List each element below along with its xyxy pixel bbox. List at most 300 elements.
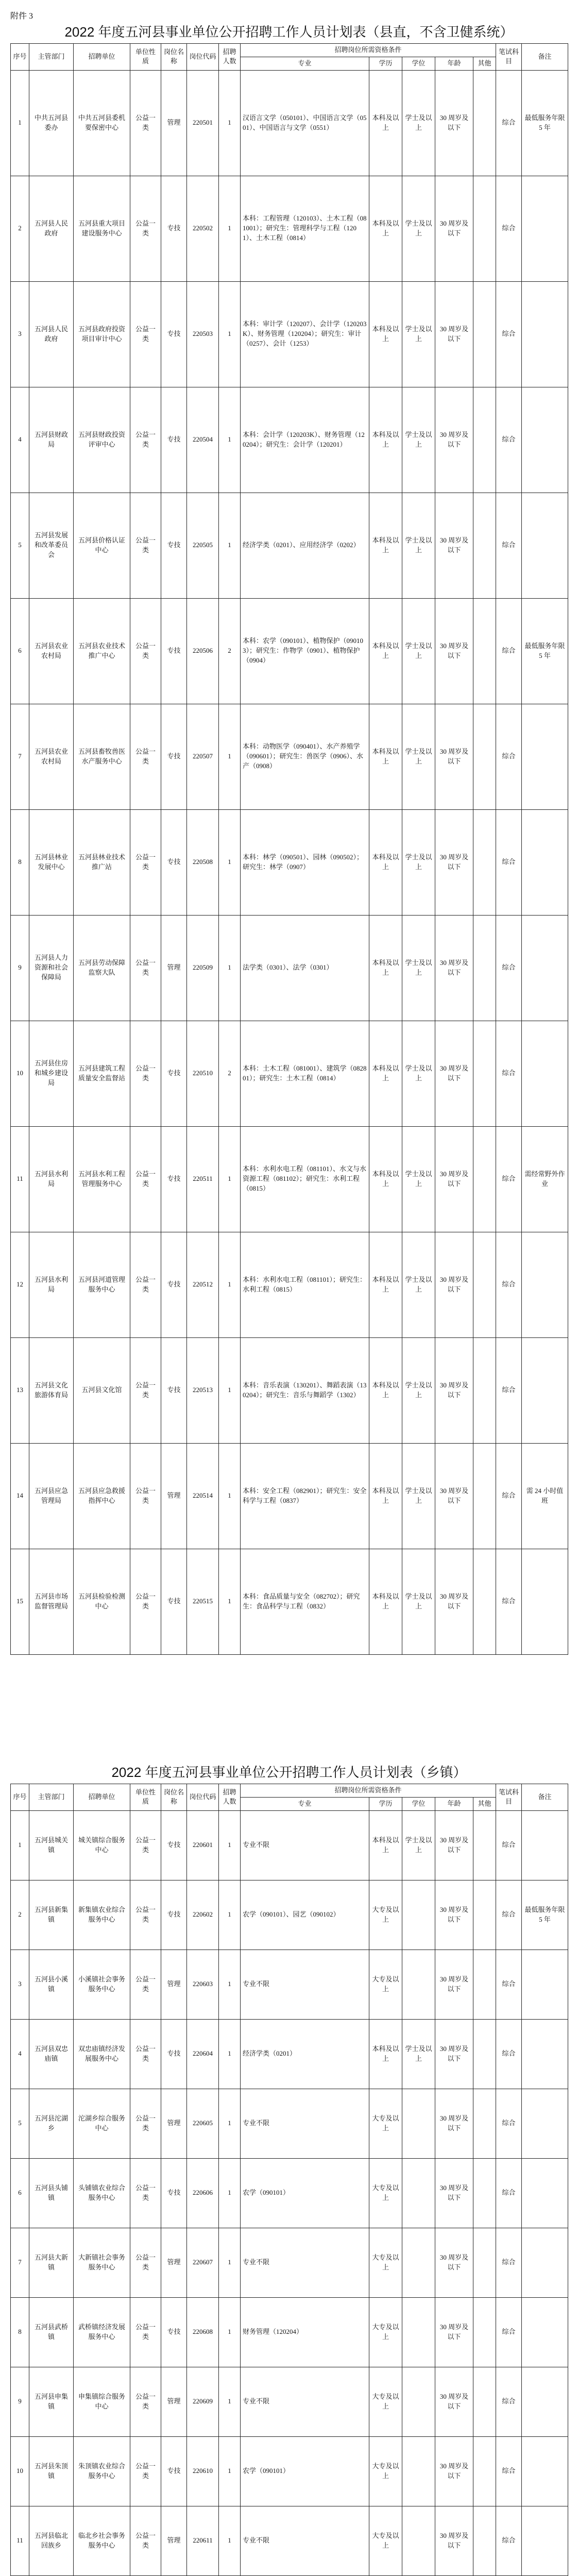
table-cell: 五河县城关镇 [29,1810,74,1880]
table-cell: 五河县林业技术推广站 [74,809,130,915]
table-row [11,1549,568,1654]
table-cell: 五河县重大项目建设服务中心 [74,176,130,281]
table-cell: 1 [219,1880,241,1950]
table-cell: 专技 [161,2019,187,2089]
header-cond: 招聘岗位所需资格条件 [241,1784,496,1798]
table-cell: 1 [219,1950,241,2019]
table-cell: 大专及以上 [369,1880,402,1950]
table-cell: 城关镇综合服务中心 [74,1810,130,1880]
table-cell [522,2297,568,2367]
table-cell: 综合 [496,493,522,598]
table-cell: 1 [219,2367,241,2436]
table-cell: 专技 [161,281,187,387]
table-cell: 小溪镇社会事务服务中心 [74,1950,130,2019]
table-cell: 1 [219,1126,241,1232]
table-cell: 综合 [496,1950,522,2019]
table-cell: 综合 [496,2297,522,2367]
table-cell: 五河县住房和城乡建设局 [29,1021,74,1126]
table-cell: 30 周岁及以下 [435,176,473,281]
table-cell: 五河县河道管理服务中心 [74,1232,130,1337]
table-cell [402,2158,435,2228]
table-cell: 本科：林学（090501）、园林（090502）；研究生：林学（0907） [241,809,369,915]
table-cell: 综合 [496,1021,522,1126]
table-cell: 本科：会计学（120203K）、财务管理（120204）；研究生：会计学（120201） [241,387,369,493]
table-cell [473,70,496,176]
table-cell: 沱湖乡综合服务中心 [74,2089,130,2158]
table-cell: 五河县大新镇 [29,2228,74,2297]
table-cell: 专技 [161,704,187,809]
table-row [11,1232,568,1337]
table-cell [402,2297,435,2367]
table-cell: 综合 [496,1443,522,1549]
table-cell: 学士及以上 [402,1810,435,1880]
table-cell [522,1021,568,1126]
table-cell: 最低服务年限 5 年 [522,70,568,176]
table-cell: 综合 [496,176,522,281]
table-cell: 本科及以上 [369,2019,402,2089]
table-row [11,2506,568,2575]
table-cell: 综合 [496,809,522,915]
table-cell: 1 [219,1810,241,1880]
table-cell: 220611 [187,2506,219,2575]
table-cell: 1 [219,2436,241,2506]
table-cell: 五河县农业农村局 [29,598,74,704]
header-cond: 招聘岗位所需资格条件 [241,44,496,57]
table-cell: 30 周岁及以下 [435,281,473,387]
table-cell: 专技 [161,2158,187,2228]
header-num: 招聘人数 [219,1784,241,1811]
table-row [11,1880,568,1950]
header-age: 年龄 [435,1797,473,1810]
header-edu: 学历 [369,1797,402,1810]
table-cell: 本科及以上 [369,915,402,1021]
table-cell: 综合 [496,1549,522,1654]
table-cell: 7 [11,704,29,809]
header-post: 岗位名称 [161,1784,187,1811]
table-cell: 本科及以上 [369,809,402,915]
table-cell: 五河县畜牧兽医水产服务中心 [74,704,130,809]
table-cell [522,1337,568,1443]
table-cell: 公益一类 [130,2158,161,2228]
table-cell: 管理 [161,2367,187,2436]
table-cell: 学士及以上 [402,2019,435,2089]
table-cell: 专业不限 [241,2228,369,2297]
table-cell: 专业不限 [241,2089,369,2158]
table-cell: 2 [11,1880,29,1950]
table-cell: 五河县检验检测中心 [74,1549,130,1654]
header-seq: 序号 [11,44,29,71]
attachment-label: 附件 3 [10,12,33,21]
table-cell: 2 [219,1021,241,1126]
table-cell: 管理 [161,70,187,176]
table-cell: 30 周岁及以下 [435,1880,473,1950]
table-cell: 公益一类 [130,1443,161,1549]
table-cell: 五河县沱湖乡 [29,2089,74,2158]
table-cell: 本科及以上 [369,598,402,704]
table-cell: 公益一类 [130,1810,161,1880]
table-cell: 30 周岁及以下 [435,1337,473,1443]
table-cell [402,2228,435,2297]
header-nature: 单位性质 [130,44,161,71]
table-cell [522,1950,568,2019]
table-cell [473,1021,496,1126]
table-cell: 综合 [496,70,522,176]
table-row [11,493,568,598]
header-code: 岗位代码 [187,44,219,71]
table-cell: 公益一类 [130,2436,161,2506]
table-cell: 五河县应急管理局 [29,1443,74,1549]
table-cell [522,176,568,281]
table-cell [402,2506,435,2575]
table-cell [402,2089,435,2158]
table-cell [522,2089,568,2158]
table-cell [473,281,496,387]
table-cell: 220502 [187,176,219,281]
table-cell: 五河县水利工程管理服务中心 [74,1126,130,1232]
table-cell [522,2367,568,2436]
table-cell: 30 周岁及以下 [435,70,473,176]
table-cell: 220506 [187,598,219,704]
table-row [11,176,568,281]
table-cell: 1 [219,281,241,387]
table-cell: 公益一类 [130,281,161,387]
table-cell: 本科：水利水电工程（081101）；研究生：水利工程（0815） [241,1232,369,1337]
table-cell: 11 [11,2506,29,2575]
table-cell: 1 [219,2228,241,2297]
table-cell [473,1880,496,1950]
table-cell: 管理 [161,2089,187,2158]
table-cell: 最低服务年限 5 年 [522,1880,568,1950]
table-cell: 本科及以上 [369,1549,402,1654]
table-cell: 1 [219,176,241,281]
table-cell: 专技 [161,809,187,915]
table-cell: 本科：工程管理（120103）、土木工程（081001）；研究生：管理科学与工程（1201）、土木工程（0814） [241,176,369,281]
table-row [11,809,568,915]
table-cell: 10 [11,2436,29,2506]
table-cell: 本科及以上 [369,387,402,493]
table-cell: 公益一类 [130,1021,161,1126]
table-row [11,1337,568,1443]
header-post: 岗位名称 [161,44,187,71]
table-cell: 经济学类（0201）、应用经济学（0202） [241,493,369,598]
table-cell: 220602 [187,1880,219,1950]
table-cell: 公益一类 [130,176,161,281]
table-cell [473,2506,496,2575]
table-cell: 法学类（0301）、法学（0301） [241,915,369,1021]
table-cell: 6 [11,598,29,704]
table-cell: 五河县新集镇 [29,1880,74,1950]
table-cell: 30 周岁及以下 [435,2436,473,2506]
table-cell: 综合 [496,1880,522,1950]
table-cell: 临北乡社会事务服务中心 [74,2506,130,2575]
table-cell: 管理 [161,915,187,1021]
table-row [11,2158,568,2228]
table-cell: 220510 [187,1021,219,1126]
table-cell: 管理 [161,1443,187,1549]
table-cell [522,2506,568,2575]
table-cell: 专技 [161,387,187,493]
table-cell: 申集镇综合服务中心 [74,2367,130,2436]
table-cell: 五河县朱顶镇 [29,2436,74,2506]
table-cell: 综合 [496,281,522,387]
table-cell: 五河县水利局 [29,1232,74,1337]
table-cell: 30 周岁及以下 [435,809,473,915]
table-cell: 公益一类 [130,1126,161,1232]
header-num: 招聘人数 [219,44,241,71]
table-cell: 2 [11,176,29,281]
header-exam: 笔试科目 [496,1784,522,1811]
table-cell: 本科：审计学（120207）、会计学（120203K）、财务管理（120204）；研究生：审计（0257）、会计（1253） [241,281,369,387]
table-cell [473,704,496,809]
table-cell [473,1443,496,1549]
table-cell: 220606 [187,2158,219,2228]
header-note: 备注 [522,44,568,71]
table-cell: 综合 [496,2506,522,2575]
header-other: 其他 [473,1797,496,1810]
table-cell: 30 周岁及以下 [435,2506,473,2575]
table-cell: 五河县财政投资评审中心 [74,387,130,493]
table-cell: 经济学类（0201） [241,2019,369,2089]
table-cell: 专技 [161,176,187,281]
table-cell: 综合 [496,2367,522,2436]
table-cell: 9 [11,2367,29,2436]
table-cell: 30 周岁及以下 [435,2019,473,2089]
header-degree: 学位 [402,1797,435,1810]
header-edu: 学历 [369,57,402,70]
table-cell: 3 [11,281,29,387]
table-cell: 五河县水利局 [29,1126,74,1232]
table-cell: 本科及以上 [369,493,402,598]
header-other: 其他 [473,57,496,70]
table-cell: 大专及以上 [369,1950,402,2019]
table-cell: 公益一类 [130,1950,161,2019]
table-cell: 学士及以上 [402,1126,435,1232]
table-cell: 1 [219,704,241,809]
table-cell: 综合 [496,1810,522,1880]
table-cell: 专技 [161,1126,187,1232]
table-cell: 220503 [187,281,219,387]
table-cell: 1 [219,915,241,1021]
table-cell: 学士及以上 [402,1232,435,1337]
table-cell: 五河县武桥镇 [29,2297,74,2367]
table-cell [473,2228,496,2297]
table-cell: 220512 [187,1232,219,1337]
table-cell: 本科及以上 [369,1126,402,1232]
table-cell [522,2158,568,2228]
table-cell: 五河县政府投资项目审计中心 [74,281,130,387]
table-cell [473,2436,496,2506]
table-cell: 7 [11,2228,29,2297]
table-cell: 专业不限 [241,2367,369,2436]
table-cell [473,809,496,915]
table-cell: 30 周岁及以下 [435,387,473,493]
table-cell [522,2436,568,2506]
table-cell [522,281,568,387]
table-row [11,1443,568,1549]
table-cell: 大专及以上 [369,2158,402,2228]
table-cell: 30 周岁及以下 [435,1950,473,2019]
table-cell [402,1950,435,2019]
table-cell: 30 周岁及以下 [435,1810,473,1880]
table-cell: 专业不限 [241,2506,369,2575]
table-cell: 220507 [187,704,219,809]
table-row [11,2019,568,2089]
table-cell: 公益一类 [130,598,161,704]
table-cell: 本科及以上 [369,1021,402,1126]
table-cell: 大专及以上 [369,2367,402,2436]
table-cell: 五河县文化旅游体育局 [29,1337,74,1443]
table-cell: 14 [11,1443,29,1549]
table-cell: 专业不限 [241,1810,369,1880]
header-nature: 单位性质 [130,1784,161,1811]
table-cell: 公益一类 [130,704,161,809]
table-cell: 公益一类 [130,2367,161,2436]
header-age: 年龄 [435,57,473,70]
table-cell: 五河县农业农村局 [29,704,74,809]
town-recruitment-table [10,1784,568,2576]
table-cell: 1 [11,1810,29,1880]
table-cell: 学士及以上 [402,70,435,176]
table-cell: 学士及以上 [402,1549,435,1654]
table-cell: 1 [219,387,241,493]
table-cell: 学士及以上 [402,493,435,598]
table-cell: 220514 [187,1443,219,1549]
table-row [11,2367,568,2436]
table-cell: 五河县人民政府 [29,176,74,281]
table-cell: 五河县人民政府 [29,281,74,387]
table-cell: 管理 [161,2228,187,2297]
table-cell: 6 [11,2158,29,2228]
table-cell: 五河县文化馆 [74,1337,130,1443]
table-cell: 1 [219,2158,241,2228]
table-cell: 学士及以上 [402,1443,435,1549]
table-cell: 学士及以上 [402,281,435,387]
table-cell [473,2158,496,2228]
table-cell: 双忠庙镇经济发展服务中心 [74,2019,130,2089]
table-cell: 本科：食品质量与安全（082702）；研究生：食品科学与工程（0832） [241,1549,369,1654]
table-cell: 1 [219,809,241,915]
table-cell: 专技 [161,1549,187,1654]
table-cell: 本科及以上 [369,1232,402,1337]
table-cell: 4 [11,387,29,493]
table-cell: 专技 [161,493,187,598]
table-row [11,704,568,809]
table-cell: 公益一类 [130,1880,161,1950]
table-cell: 220607 [187,2228,219,2297]
table-cell: 本科：动物医学（090401）、水产养殖学（090601）；研究生：兽医学（0906）、水产（0908） [241,704,369,809]
table-cell: 专技 [161,1021,187,1126]
table-cell: 专技 [161,2436,187,2506]
table-cell: 学士及以上 [402,387,435,493]
table-cell: 30 周岁及以下 [435,1021,473,1126]
table-cell [402,2436,435,2506]
table-cell: 1 [219,1443,241,1549]
table-cell [473,1950,496,2019]
table-cell: 学士及以上 [402,1021,435,1126]
table-cell: 专技 [161,2297,187,2367]
table-cell: 3 [11,1950,29,2019]
table-cell: 11 [11,1126,29,1232]
table-cell: 最低服务年限 5 年 [522,598,568,704]
header-major: 专业 [241,57,369,70]
table-cell: 农学（090101） [241,2158,369,2228]
table-cell: 五河县临北回族乡 [29,2506,74,2575]
table-cell: 大专及以上 [369,2228,402,2297]
table-cell [473,598,496,704]
table-cell: 8 [11,809,29,915]
table-cell: 本科及以上 [369,70,402,176]
table-cell [522,387,568,493]
table-cell: 13 [11,1337,29,1443]
table-cell: 30 周岁及以下 [435,915,473,1021]
table-cell [473,1549,496,1654]
header-dept: 主管部门 [29,1784,74,1811]
table-cell: 5 [11,2089,29,2158]
table-cell: 公益一类 [130,2297,161,2367]
table-cell: 综合 [496,2019,522,2089]
table-cell: 1 [219,2019,241,2089]
table-cell: 220505 [187,493,219,598]
table-row [11,2297,568,2367]
table-cell: 1 [219,1549,241,1654]
table-cell: 10 [11,1021,29,1126]
table-cell: 五河县小溪镇 [29,1950,74,2019]
table-row [11,915,568,1021]
table-cell: 学士及以上 [402,809,435,915]
table-cell: 公益一类 [130,2506,161,2575]
table-cell: 综合 [496,1337,522,1443]
table-cell: 1 [219,70,241,176]
table-cell: 30 周岁及以下 [435,2158,473,2228]
table-cell: 学士及以上 [402,176,435,281]
table-cell: 1 [219,2297,241,2367]
table-cell: 公益一类 [130,70,161,176]
table-cell: 220509 [187,915,219,1021]
table-cell [473,1126,496,1232]
table-cell: 农学（090101）、园艺（090102） [241,1880,369,1950]
table-cell [522,809,568,915]
table-cell: 五河县发展和改革委员会 [29,493,74,598]
table-cell: 30 周岁及以下 [435,2367,473,2436]
table-cell: 五河县价格认证中心 [74,493,130,598]
table-cell: 综合 [496,2228,522,2297]
table-cell: 五河县市场监督管理局 [29,1549,74,1654]
table-cell: 大专及以上 [369,2506,402,2575]
table-cell: 公益一类 [130,915,161,1021]
table-cell: 1 [219,2506,241,2575]
table-row [11,1021,568,1126]
table-cell: 专技 [161,598,187,704]
table-cell: 本科：土木工程（081001）、建筑学（082801）；研究生：土木工程（0814） [241,1021,369,1126]
table-cell: 专技 [161,1232,187,1337]
table-cell: 头铺镇农业综合服务中心 [74,2158,130,2228]
table-cell [473,176,496,281]
table-cell: 1 [219,1232,241,1337]
table-cell [522,1810,568,1880]
table-cell: 30 周岁及以下 [435,1126,473,1232]
table-cell [402,1880,435,1950]
table-cell: 4 [11,2019,29,2089]
table-cell: 30 周岁及以下 [435,1549,473,1654]
table-cell: 220513 [187,1337,219,1443]
table-cell: 五河县双忠庙镇 [29,2019,74,2089]
table-cell: 综合 [496,387,522,493]
table-cell: 需 24 小时值班 [522,1443,568,1549]
table-cell: 中共五河县委机要保密中心 [74,70,130,176]
table-cell: 综合 [496,598,522,704]
table-cell [522,1549,568,1654]
header-degree: 学位 [402,57,435,70]
